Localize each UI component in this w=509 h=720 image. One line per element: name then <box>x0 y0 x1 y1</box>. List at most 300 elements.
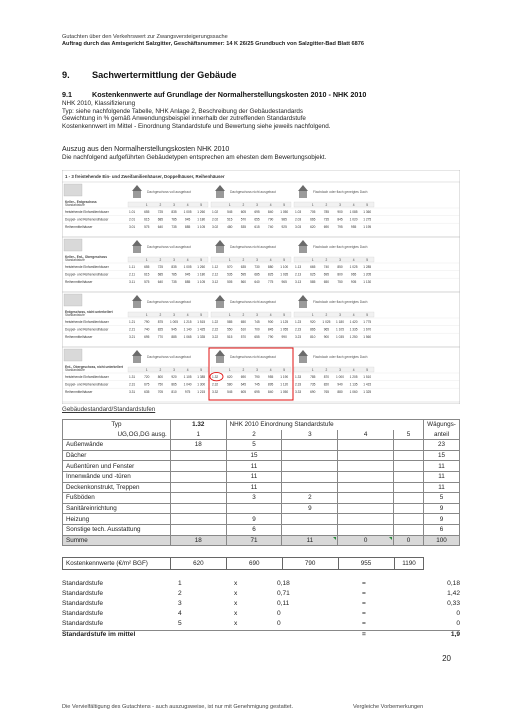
nhk-level-number: 2 <box>242 313 245 317</box>
nhk-cost-value: 1 300 <box>197 382 206 387</box>
nhk-level-number: 1 <box>145 368 148 372</box>
footer-right: Vergleiche Vorbemerkungen <box>353 704 424 710</box>
nhk-cost-value: 515 <box>227 217 233 222</box>
kennwert-value: 620 <box>170 558 226 570</box>
component-level-value: 15 <box>226 450 282 461</box>
nhk-block-title: Keller-, Erd-, Obergeschoss <box>65 255 107 259</box>
kennwert-value: 1190 <box>394 558 424 570</box>
nhk-cost-value: 1 025 <box>349 265 358 269</box>
nhk-std-label: Standardstufe <box>65 203 85 207</box>
component-weight: 11 <box>423 461 459 472</box>
nhk-cost-value: 800 <box>157 375 164 379</box>
nhk-cost-value: 790 <box>267 217 274 222</box>
subsection-number: 9.1 <box>62 90 72 99</box>
nhk-level-number: 4 <box>269 313 272 317</box>
nhk-cost-value: 1 005 <box>183 210 192 214</box>
sum-level-value: 71 <box>226 535 282 546</box>
calc-eq: = <box>362 590 366 597</box>
kennwerte-label: Kostenkennwerte (€/m² BGF) <box>63 558 171 570</box>
nhk-type-code: 3.02 <box>212 225 219 230</box>
component-level-value <box>282 524 338 535</box>
nhk-cost-value: 535 <box>227 272 233 277</box>
nhk-cost-value: 920 <box>310 320 316 324</box>
nhk-type-code: 2.03 <box>295 217 302 222</box>
nhk-cost-value: 905 <box>350 280 357 285</box>
nhk-type-code: 1.23 <box>295 320 302 324</box>
component-level-value <box>394 503 424 514</box>
nhk-level-number: 3 <box>339 368 341 372</box>
sum-level-value: 0 <box>394 535 424 546</box>
nhk-cost-value: 1 335 <box>197 335 206 340</box>
house-body-icon <box>216 246 224 253</box>
component-level-value: 9 <box>226 514 282 525</box>
nhk-cost-value: 825 <box>157 327 164 332</box>
nhk-column-title: Dachgeschoss nicht ausgebaut <box>230 300 276 304</box>
calc-label: Standardstufe <box>62 600 104 607</box>
nhk-cost-value: 875 <box>157 320 164 324</box>
building-type-image <box>64 349 82 361</box>
house-body-icon <box>216 191 224 198</box>
nhk-cost-value: 550 <box>227 327 233 332</box>
nhk-level-number: 4 <box>186 368 189 372</box>
subsection-heading <box>62 90 366 99</box>
nhk-row-label: Reihenmittelhäuser <box>65 280 93 285</box>
house-body-icon <box>299 356 307 363</box>
nhk-cost-value: 1 025 <box>322 320 331 324</box>
nhk-cost-value: 1 065 <box>183 335 192 340</box>
nhk-level-number: 4 <box>186 203 189 207</box>
nhk-cost-value: 1 205 <box>349 375 358 379</box>
kennwert-value: 690 <box>226 558 282 570</box>
nhk-column-title: Dachgeschoss voll ausgebaut <box>147 190 191 194</box>
nhk-cost-value: 605 <box>240 210 247 214</box>
house-body-icon <box>133 246 141 253</box>
nhk-level-header <box>211 312 291 317</box>
nhk-cost-value: 800 <box>337 272 343 277</box>
nhk-level-number: 4 <box>269 368 272 372</box>
nhk-type-code: 3.23 <box>295 335 302 340</box>
nhk-level-header <box>128 202 208 207</box>
nhk-cost-value: 795 <box>337 225 343 230</box>
nhk-cost-value: 1 260 <box>197 210 206 214</box>
nhk-block-title: Keller-, Erdgeschoss <box>65 200 97 204</box>
component-row <box>63 482 460 493</box>
nhk-cost-value: 575 <box>144 280 150 285</box>
page-number: 20 <box>442 654 451 663</box>
building-type-image <box>64 239 82 251</box>
nhk-row-label: Doppel- und Reihenendhäuser <box>65 382 109 387</box>
nhk-type-code: 1.12 <box>212 265 219 269</box>
nhk-cost-value: 685 <box>157 272 164 277</box>
nhk-block-title: Erdgeschoss, nicht unterkellert <box>65 310 113 314</box>
intro-line: Typ: siehe nachfolgende Tabelle, NHK Anlage 2, Beschreibung der Gebäudestandards <box>62 107 304 115</box>
component-row <box>63 524 460 535</box>
nhk-type-code: 2.31 <box>129 382 136 387</box>
nhk-cost-value: 955 <box>350 225 357 230</box>
nhk-level-header <box>211 202 291 207</box>
nhk-column-title: Flachdach oder flach geneigtes Dach <box>313 300 368 304</box>
sum-label: Summe <box>63 535 171 546</box>
calc-level: 5 <box>178 620 182 627</box>
components-title: Gebäudestandard/Standardstufen <box>62 406 156 413</box>
calc-total-label: Standardstufe im mittel <box>62 631 136 638</box>
house-body-icon <box>133 301 141 308</box>
excerpt-title: Auszug aus den Normalherstellungskosten NHK 2010 <box>62 146 230 153</box>
calc-row <box>62 590 460 600</box>
nhk-cost-value: 1 085 <box>349 210 358 214</box>
component-level-value <box>394 482 424 493</box>
nhk-level-number: 1 <box>145 258 148 262</box>
component-level-value <box>282 450 338 461</box>
nhk-level-number: 1 <box>311 368 314 372</box>
nhk-level-number: 5 <box>200 203 203 207</box>
calc-row <box>62 610 460 620</box>
nhk-level-number: 2 <box>159 258 162 262</box>
component-row <box>63 440 460 451</box>
nhk-cost-value: 990 <box>281 335 287 340</box>
nhk-cost-value: 870 <box>323 375 330 379</box>
nhk-cost-value: 895 <box>267 382 274 387</box>
nhk-level-number: 4 <box>269 203 272 207</box>
nhk-level-number: 4 <box>186 258 189 262</box>
nhk-cost-value: 885 <box>184 280 191 285</box>
nhk-type-code: 1.02 <box>212 210 219 214</box>
nhk-cost-value: 1 190 <box>280 375 289 379</box>
nhk-cost-value: 635 <box>240 265 247 269</box>
nhk-type-code: 2.01 <box>129 217 136 222</box>
nhk-cost-value: 610 <box>240 327 247 332</box>
component-level-value <box>394 493 424 504</box>
kennwerte-table <box>62 557 460 570</box>
nhk-level-number: 4 <box>352 258 355 262</box>
component-row <box>63 503 460 514</box>
nhk-cost-value: 655 <box>254 217 260 222</box>
nhk-level-number: 2 <box>325 258 328 262</box>
nhk-cost-value: 650 <box>323 280 330 285</box>
nhk-cost-value: 1 275 <box>363 217 372 222</box>
nhk-cost-value: 1 120 <box>280 382 289 387</box>
calc-op: x <box>234 580 238 587</box>
level-heading: 1 <box>170 430 226 440</box>
nhk-cost-value: 1 560 <box>363 335 372 340</box>
component-level-value <box>338 482 394 493</box>
nhk-level-number: 1 <box>228 258 231 262</box>
nhk-cost-value: 505 <box>227 280 233 285</box>
calc-level: 4 <box>178 610 182 617</box>
nhk-cost-value: 785 <box>323 210 330 214</box>
nhk-cost-value: 885 <box>184 225 191 230</box>
nhk-cost-value: 1 325 <box>363 390 372 395</box>
nhk-cost-value: 575 <box>144 225 150 230</box>
component-level-value <box>170 471 226 482</box>
nhk-cost-value: 785 <box>310 375 316 379</box>
nhk-cost-value: 620 <box>310 225 316 230</box>
component-level-value: 3 <box>226 493 282 504</box>
component-weight: 11 <box>423 471 459 482</box>
nhk-row-label: Reihenmittelhäuser <box>65 225 93 230</box>
nhk-level-number: 2 <box>242 368 245 372</box>
nhk-level-number: 3 <box>339 313 341 317</box>
house-body-icon <box>299 191 307 198</box>
nhk-cost-value: 790 <box>254 375 260 379</box>
nhk-cost-value: 635 <box>144 390 150 395</box>
nhk-cost-value: 765 <box>323 390 330 395</box>
nhk-row-label: Reihenmittelhäuser <box>65 390 93 395</box>
nhk-level-number: 2 <box>242 258 245 262</box>
nhk-level-number: 2 <box>159 368 162 372</box>
nhk-cost-value: 685 <box>254 272 260 277</box>
nhk-cost-value: 945 <box>171 327 177 332</box>
nhk-level-number: 3 <box>339 203 341 207</box>
nhk-cost-value: 900 <box>337 210 343 214</box>
calc-label: Standardstufe <box>62 590 104 597</box>
nhk-column-title: Dachgeschoss voll ausgebaut <box>147 355 191 359</box>
nhk-type-code: 3.12 <box>212 280 219 285</box>
nhk-cost-value: 880 <box>267 265 274 269</box>
nhk-cost-value: 1 050 <box>280 390 289 395</box>
nhk-cost-value: 1 035 <box>336 335 344 340</box>
calc-eq: = <box>362 580 366 587</box>
nhk-cost-value: 665 <box>310 217 316 222</box>
nhk-cost-value: 1 360 <box>363 210 372 214</box>
component-level-value: 6 <box>226 524 282 535</box>
component-level-value <box>170 450 226 461</box>
intro-line: Gewichtung in % gemäß Anwendungsbeispiel innerhalb der zutreffenden Standardstufe <box>62 115 306 123</box>
nhk-type-code: 1.03 <box>295 210 302 214</box>
nhk-cost-value: 585 <box>227 320 233 324</box>
nhk-type-code: 2.33 <box>295 382 302 387</box>
footer <box>62 704 424 710</box>
section-title: Sachwertermittlung der Gebäude <box>92 70 237 80</box>
nhk-cost-value: 645 <box>240 382 247 387</box>
calc-eq: = <box>362 610 366 617</box>
nhk-level-number: 4 <box>352 313 355 317</box>
nhk-cost-value: 730 <box>254 265 260 269</box>
nhk-cost-value: 965 <box>323 327 330 332</box>
component-level-value <box>394 461 424 472</box>
component-weight: 15 <box>423 450 459 461</box>
nhk-cost-value: 1 005 <box>183 265 192 269</box>
component-name: Innenwände und -türen <box>63 471 171 482</box>
nhk-cost-value: 835 <box>171 210 177 214</box>
nhk-level-number: 3 <box>256 368 258 372</box>
nhk-cost-value: 785 <box>171 217 177 222</box>
nhk-level-number: 3 <box>173 313 175 317</box>
nhk-cost-value: 615 <box>254 225 260 230</box>
calc-op: x <box>234 590 238 597</box>
nhk-cost-value: 1 215 <box>183 320 192 324</box>
nhk-cost-value: 1 515 <box>197 320 206 324</box>
nhk-type-code: 3.22 <box>212 335 219 340</box>
nhk-type-code: 2.32 <box>212 382 219 387</box>
component-level-value <box>338 493 394 504</box>
nhk-cost-value: 1 000 <box>336 375 344 379</box>
nhk-cost-value: 570 <box>240 335 247 340</box>
nhk-cost-value: 790 <box>144 320 150 324</box>
nhk-cost-value: 675 <box>144 382 150 387</box>
component-name: Sanitäreinrichtung <box>63 503 171 514</box>
nhk-cost-value: 1 040 <box>183 382 192 387</box>
subsection-title: Kostenkennwerte auf Grundlage der Normalherstellungskosten 2010 - NHK 2010 <box>92 90 367 99</box>
nhk-cost-value: 985 <box>281 217 287 222</box>
nhk-cost-value: 1 510 <box>363 375 372 379</box>
calc-label: Standardstufe <box>62 580 104 587</box>
component-level-value <box>170 493 226 504</box>
nhk-column-title: Flachdach oder flach geneigtes Dach <box>313 190 368 194</box>
nhk-cost-value: 1 425 <box>197 327 206 332</box>
nhk-cost-value: 810 <box>171 390 177 395</box>
calc-op: x <box>234 620 238 627</box>
nhk-level-header <box>294 257 374 262</box>
nhk-cost-value: 545 <box>227 210 233 214</box>
nhk-type-code: 3.21 <box>129 335 136 340</box>
nhk-cost-value: 695 <box>323 272 330 277</box>
nhk-cost-value: 625 <box>310 272 316 277</box>
nhk-level-number: 2 <box>325 313 328 317</box>
sum-weight: 100 <box>423 535 459 546</box>
nhk-type-code: 3.33 <box>295 390 302 395</box>
calc-level: 1 <box>178 580 182 587</box>
component-level-value: 11 <box>226 482 282 493</box>
nhk-cost-value: 975 <box>184 390 191 395</box>
component-level-value <box>338 461 394 472</box>
nhk-level-header <box>294 202 374 207</box>
header-type-code: 1.32 <box>170 420 226 430</box>
nhk-type-code: 1.32 <box>212 375 219 379</box>
nhk-table-svg <box>62 170 460 404</box>
nhk-type-code: 2.12 <box>212 272 219 277</box>
component-row <box>63 493 460 504</box>
component-row <box>63 514 460 525</box>
nhk-cost-value: 835 <box>171 265 177 269</box>
component-name: Deckenkonstrukt, Treppen <box>63 482 171 493</box>
nhk-cost-value: 745 <box>254 320 260 324</box>
kennwerte-row <box>63 558 461 570</box>
nhk-cost-value: 775 <box>267 280 274 285</box>
nhk-cost-value: 925 <box>281 225 287 230</box>
component-row <box>63 471 460 482</box>
nhk-level-header <box>294 367 374 372</box>
nhk-type-code: 1.22 <box>212 320 219 324</box>
nhk-cost-value: 735 <box>323 217 330 222</box>
nhk-cost-value: 1 105 <box>183 375 192 379</box>
nhk-cost-value: 900 <box>267 320 274 324</box>
nhk-cost-value: 560 <box>240 280 247 285</box>
nhk-cost-value: 900 <box>323 335 330 340</box>
nhk-cost-value: 725 <box>157 265 164 269</box>
sum-level-value: 18 <box>170 535 226 546</box>
nhk-row-label: Reihenmittelhäuser <box>65 335 93 340</box>
nhk-cost-value: 655 <box>254 335 260 340</box>
component-level-value <box>338 440 394 451</box>
nhk-type-code: 3.11 <box>129 280 135 285</box>
component-level-value <box>338 503 394 514</box>
nhk-cost-value: 965 <box>281 280 287 285</box>
nhk-column-title: Flachdach oder flach geneigtes Dach <box>313 355 368 359</box>
nhk-level-header <box>128 257 208 262</box>
nhk-type-code: 3.13 <box>295 280 302 285</box>
component-name: Dächer <box>63 450 171 461</box>
nhk-std-label: Standardstufe <box>65 258 85 262</box>
nhk-level-number: 2 <box>325 203 328 207</box>
header-subtype: UG,OG,DG ausg. <box>63 430 171 440</box>
nhk-cost-value: 690 <box>310 390 316 395</box>
nhk-level-number: 3 <box>339 258 341 262</box>
nhk-cost-value: 585 <box>310 280 316 285</box>
calc-result: 0 <box>456 610 460 617</box>
nhk-cost-value: 1 195 <box>363 225 372 230</box>
nhk-cost-value: 845 <box>337 217 343 222</box>
component-level-value <box>394 471 424 482</box>
header-weight-1: Wägungs- <box>423 420 459 430</box>
nhk-cost-value: 965 <box>350 272 357 277</box>
component-weight: 23 <box>423 440 459 451</box>
calc-result: 0,18 <box>447 580 460 587</box>
nhk-row-label: freistehende Einfamilienhäuser <box>65 375 109 379</box>
component-row <box>63 450 460 461</box>
nhk-cost-value: 725 <box>157 210 164 214</box>
nhk-level-number: 3 <box>256 313 258 317</box>
nhk-cost-value: 1 415 <box>363 382 372 387</box>
nhk-cost-value: 865 <box>310 327 316 332</box>
nhk-level-number: 4 <box>352 368 355 372</box>
calc-level: 3 <box>178 600 182 607</box>
nhk-cost-value: 720 <box>144 375 150 379</box>
component-level-value <box>282 471 338 482</box>
nhk-cost-value: 665 <box>310 265 316 269</box>
footer-left: Die Vervielfältigung des Gutachtens - auch auszugsweise, ist nur mit Genehmigung gestattet. <box>62 704 294 710</box>
calc-eq: = <box>362 600 366 607</box>
excerpt-subtitle: Die nachfolgend aufgeführten Gebäudetypen entsprechen am ehesten dem Bewertungsobjekt. <box>62 154 327 161</box>
calc-result: 0 <box>456 620 460 627</box>
nhk-cost-value: 740 <box>144 327 150 332</box>
component-weight: 5 <box>423 493 459 504</box>
level-heading: 5 <box>394 430 424 440</box>
nhk-cost-value: 640 <box>157 225 164 230</box>
header-description: NHK 2010 Einordnung Standardstufe <box>226 420 423 430</box>
nhk-cost-value: 1 335 <box>349 327 358 332</box>
component-name: Fußböden <box>63 493 171 504</box>
nhk-column-title: Dachgeschoss voll ausgebaut <box>147 245 191 249</box>
nhk-cost-value: 735 <box>171 280 177 285</box>
component-weight: 6 <box>423 524 459 535</box>
sum-level-value: 11 <box>282 535 338 546</box>
component-level-value <box>170 461 226 472</box>
nhk-level-number: 1 <box>228 368 231 372</box>
nhk-cost-value: 1 105 <box>197 280 206 285</box>
nhk-cost-value: 690 <box>323 225 330 230</box>
nhk-cost-value: 740 <box>267 225 274 230</box>
calc-factor: 0 <box>277 620 281 627</box>
nhk-level-number: 1 <box>311 203 314 207</box>
calc-factor: 0,18 <box>277 580 290 587</box>
nhk-level-number: 5 <box>366 368 369 372</box>
nhk-cost-value: 945 <box>184 217 191 222</box>
component-name: Heizung <box>63 514 171 525</box>
component-level-value <box>338 471 394 482</box>
nhk-type-code: 2.21 <box>129 327 136 332</box>
nhk-std-label: Standardstufe <box>65 368 85 372</box>
nhk-row-label: Doppel- und Reihenendhäuser <box>65 272 109 277</box>
nhk-cost-value: 655 <box>144 265 150 269</box>
nhk-column-title: Flachdach oder flach geneigtes Dach <box>313 245 368 249</box>
nhk-level-number: 1 <box>228 203 231 207</box>
nhk-cost-value: 545 <box>227 390 233 395</box>
nhk-type-code: 1.21 <box>129 320 136 324</box>
nhk-cost-value: 955 <box>267 375 274 379</box>
nhk-cost-value: 695 <box>254 390 260 395</box>
component-level-value <box>338 514 394 525</box>
